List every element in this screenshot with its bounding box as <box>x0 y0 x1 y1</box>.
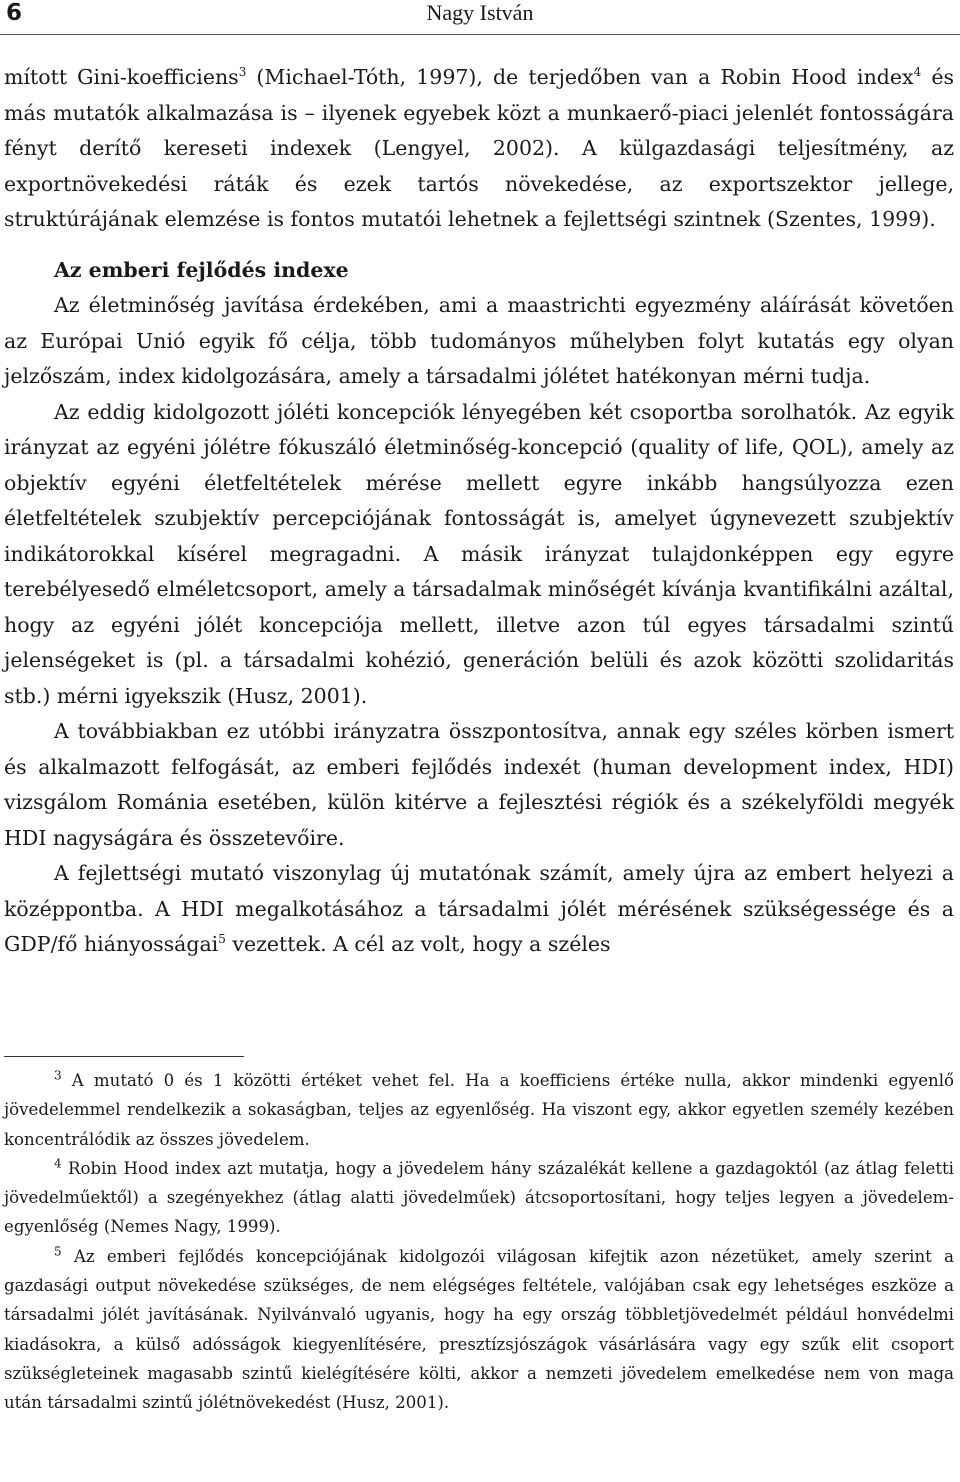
paragraph-4: A továbbiakban ez utóbbi irányzatra összpontosítva, annak egy széles körben ismert és alkalmazott felfogását, az emberi fejlődés indexét (human development index, HDI) vizsgálom Románia esetében, külön kitérve a fejlesztési régiók és a székelyföldi megyék HDI nagyságára és összetevőire. <box>4 719 954 850</box>
paragraph-5-part-a: A fejlettségi mutató viszonylag új mutatónak számít, amely újra az embert helyezi a középpontba. A HDI megalkotásához a társadalmi jólét mérésének szükségessége és a GDP/fő hiányosságai <box>4 861 954 956</box>
paragraph-1-part-a: mított Gini-koefficiens <box>4 65 239 89</box>
footnote-text: Robin Hood index azt mutatja, hogy a jövedelem hány százalékát kellene a gazdagoktól (az átlag feletti jövedelműektől) a szegényekhez (átlag alatti jövedelműek) átcsoportosítani, hogy teljes legyen a jövedelem-egyenlőség (Nemes Nagy, 1999). <box>4 1158 954 1237</box>
main-text <box>4 60 954 963</box>
paragraph-1-part-c: és más mutatók alkalmazása is – ilyenek egyebek közt a munkaerő-piaci jelenlét fontosságára fényt derítő kereseti indexek (Lengyel, 2002). A külgazdasági teljesítmény, az exportnövekedési ráták és ezek tartós növekedése, az exportszektor jellege, struktúrájának elemzése is fontos mutatói lehetnek a fejlettségi szintnek (Szentes, 1999). <box>4 65 955 231</box>
page-number: 6 <box>6 0 23 26</box>
footnote-mark: 3 <box>54 1068 62 1083</box>
footnote-3 <box>4 1066 954 1154</box>
footnote-ref-5: 5 <box>218 932 226 947</box>
paragraph-3: Az eddig kidolgozott jóléti koncepciók lényegében két csoportba sorolhatók. Az egyik irányzat az egyéni jólétre fókuszáló életminőség-koncepció (quality of life, QOL), amely az objektív egyéni életfeltételek mérése mellett egyre inkább hangsúlyozza ezen életfeltételek szubjektív percepciójának fontosságát is, amelyet úgynevezett szubjektív indikátorokkal kísérel megragadni. A másik irányzat tulajdonképpen egy egyre terebélyesedő elméletcsoport, amely a társadalmak minőségét kívánja kvantifikálni azáltal, hogy az egyéni jólét koncepciója mellett, illetve azon túl egyes társadalmi szintű jelenségeket is (pl. a társadalmi kohézió, generáción belüli és azok közötti szolidaritás stb.) mérni igyekszik (Husz, 2001). <box>4 399 954 708</box>
paragraph-5-part-b: vezettek. A cél az volt, hogy a széles <box>225 932 611 956</box>
footnote-separator <box>4 1056 244 1057</box>
footnote-ref-3: 3 <box>238 65 247 80</box>
footnote-mark: 5 <box>54 1244 62 1259</box>
footnote-4 <box>4 1154 954 1242</box>
section-heading: Az emberi fejlődés indexe <box>54 257 349 282</box>
paragraph-5 <box>4 856 954 963</box>
paragraph-2: Az életminőség javítása érdekében, ami a maastrichti egyezmény aláírását követően az Európai Unió egyik fő célja, több tudományos műhelyben folyt kutatás egy olyan jelzőszám, index kidolgozására, amely a társadalmi jólétet hatékonyan mérni tudja. <box>4 293 954 388</box>
footnote-text: A mutató 0 és 1 közötti értéket vehet fel. Ha a koefficiens értéke nulla, akkor mindenki egyenlő jövedelemmel rendelkezik a sokaságban, teljes az egyenlőség. Ha viszont egy, akkor egyetlen személy kezében koncentrálódik az összes jövedelem. <box>4 1071 954 1149</box>
footnote-mark: 4 <box>54 1156 62 1171</box>
paragraph-1 <box>4 60 954 238</box>
footnote-ref-4: 4 <box>913 65 922 80</box>
footnotes <box>4 1066 954 1418</box>
page-header <box>0 0 960 36</box>
paragraph-1-part-b: (Michael-Tóth, 1997), de terjedőben van a Robin Hood index <box>246 65 914 89</box>
footnote-text: Az emberi fejlődés koncepciójának kidolgozói világosan kifejtik azon nézetüket, amely szerint a gazdasági output növekedése szükséges, de nem elégséges feltétele, valójában csak egy lehetséges eszköze a társadalmi jólét javításának. Nyilvánvaló ugyanis, hogy ha egy ország többletjövedelmét például honvédelmi kiadásokra, a külső adósságok kiegyenlítésére, presztízsjószágok vásárlására vagy egy szűk elit csoport szükségleteinek magasabb szintű kielégítésére költi, akkor a nemzeti jövedelem emelkedése nem von maga után társadalmi szintű jólétnövekedést (Husz, 2001). <box>4 1246 954 1413</box>
running-head: Nagy István <box>426 0 534 25</box>
header-rule <box>0 34 960 35</box>
footnote-5 <box>4 1242 954 1418</box>
